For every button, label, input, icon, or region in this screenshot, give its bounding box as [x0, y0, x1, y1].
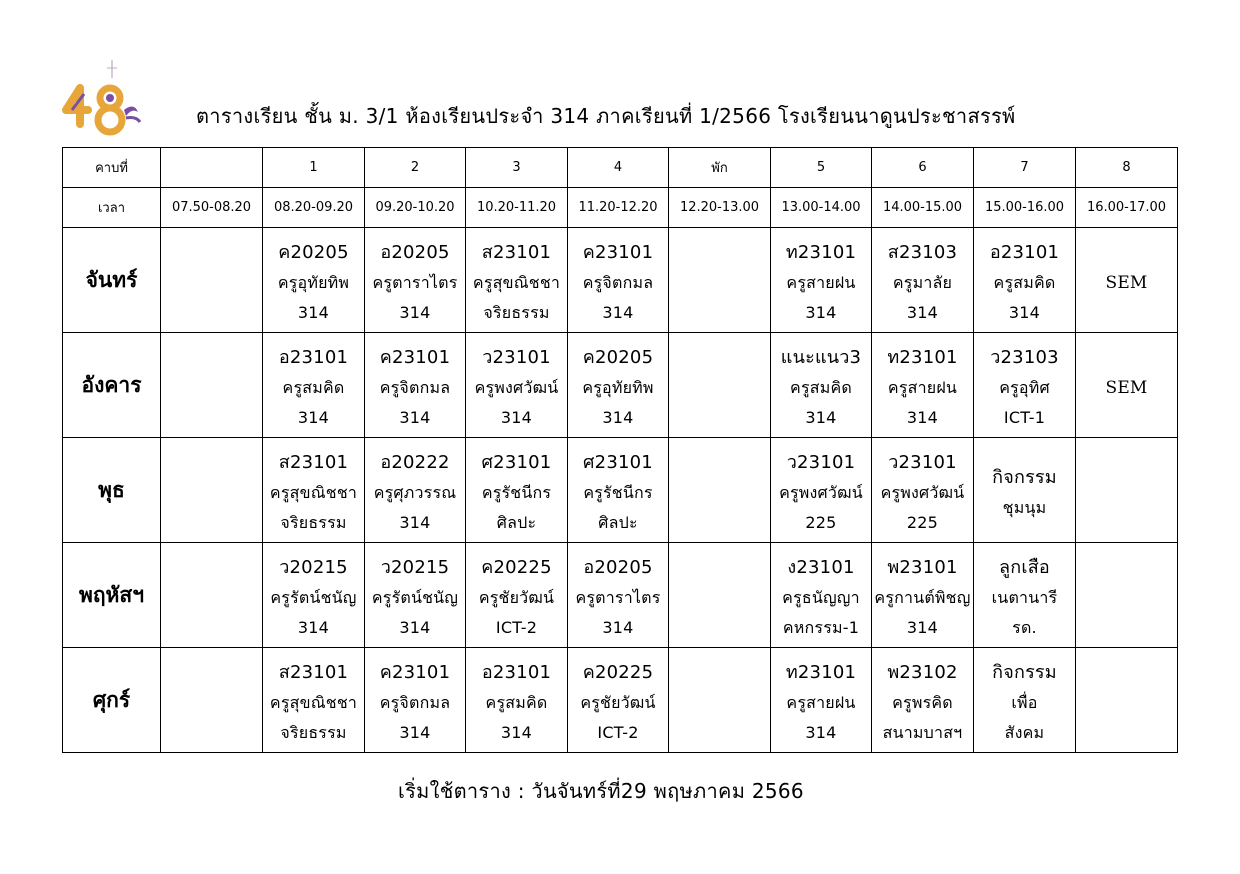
cell-line: ครูมาลัย [892, 273, 953, 292]
timetable-cell [872, 228, 974, 333]
timetable-cell [1076, 333, 1178, 438]
cell-line-primary: ค23101 [582, 242, 654, 263]
cell-line: 314 [906, 408, 939, 427]
day-name: พุธ [63, 438, 161, 543]
day-row [63, 228, 1178, 333]
cell-line-primary: อ20205 [583, 557, 653, 578]
cell-line: ครูรัตน์ชนัญ [270, 588, 357, 607]
time-slot: 13.00-14.00 [771, 188, 872, 228]
period-number: 8 [1076, 148, 1178, 188]
cell-line: ครูจิตกมล [379, 693, 451, 712]
timetable-cell [568, 228, 669, 333]
timetable-cell [974, 228, 1076, 333]
time-slot: 12.20-13.00 [669, 188, 771, 228]
cell-line: ครูจิตกมล [379, 378, 451, 397]
timetable-cell [568, 333, 669, 438]
cell-line: ครูอุทิศ [999, 378, 1050, 397]
timetable-cell [466, 648, 568, 753]
day-row [63, 333, 1178, 438]
cell-line: 314 [399, 303, 431, 322]
period-number: 7 [974, 148, 1076, 188]
timetable-cell [872, 333, 974, 438]
cell-line: ครูรัชนีกร [481, 483, 552, 502]
cell-line: ICT-1 [1003, 408, 1046, 427]
time-header-row [63, 188, 1178, 228]
time-slot: 16.00-17.00 [1076, 188, 1178, 228]
cell-line-primary: ว20215 [380, 557, 450, 578]
cell-line: ครูสุขณิชชา [472, 273, 561, 292]
period-number: 6 [872, 148, 974, 188]
cell-line-primary: กิจกรรม [992, 662, 1057, 683]
cell-line-primary: ค20205 [582, 347, 654, 368]
cell-line-primary: ว23101 [888, 452, 957, 473]
time-slot: 15.00-16.00 [974, 188, 1076, 228]
cell-line: ครูสุขณิชชา [269, 693, 358, 712]
timetable-cell [771, 228, 872, 333]
cell-line-primary: ท23101 [785, 242, 857, 263]
timetable-cell [974, 438, 1076, 543]
timetable-cell [161, 438, 263, 543]
timetable-cell [771, 543, 872, 648]
timetable-cell [771, 648, 872, 753]
day-name: พฤหัสฯ [63, 543, 161, 648]
cell-line: ครูสุขณิชชา [269, 483, 358, 502]
start-date-note: เริ่มใช้ตาราง : วันจันทร์ที่29 พฤษภาคม 2566 [398, 779, 804, 803]
timetable-cell [872, 648, 974, 753]
cell-line-primary: ค23101 [379, 662, 451, 683]
timetable-cell [161, 648, 263, 753]
cell-line: สังคม [1004, 723, 1045, 742]
cell-line: ครูรัชนีกร [583, 483, 653, 502]
cell-line: ครูชัยวัฒน์ [580, 693, 656, 712]
period-label: คาบที่ [63, 148, 161, 188]
cell-line-primary: ว23103 [990, 347, 1059, 368]
cell-line: 225 [805, 513, 837, 532]
period-number: 2 [365, 148, 466, 188]
cell-line: ครูอุทัยทิพ [582, 378, 654, 397]
time-slot: 08.20-09.20 [263, 188, 365, 228]
cell-line: 314 [602, 303, 634, 322]
cell-line-primary: ค20205 [278, 242, 349, 263]
cell-line-primary: อ23101 [278, 347, 349, 368]
timetable-cell [365, 438, 466, 543]
cell-line-primary: ว23101 [786, 452, 856, 473]
cell-line-primary: ศ23101 [583, 452, 653, 473]
cell-line-primary: ค20225 [481, 557, 552, 578]
cell-line: จริยธรรม [280, 723, 347, 742]
time-slot: 14.00-15.00 [872, 188, 974, 228]
cell-line: 314 [500, 408, 533, 427]
period-number: 1 [263, 148, 365, 188]
cell-line: 314 [906, 618, 939, 637]
cell-line: ครูพงศวัฒน์ [779, 483, 863, 502]
period-number: 5 [771, 148, 872, 188]
timetable-cell [568, 648, 669, 753]
timetable-cell [466, 333, 568, 438]
timetable-cell [669, 648, 771, 753]
cell-line: คหกรรม-1 [782, 618, 860, 637]
timetable-cell [161, 543, 263, 648]
period-number: 3 [466, 148, 568, 188]
cell-line-primary: ท23101 [785, 662, 857, 683]
period-header-row [63, 148, 1178, 188]
timetable-cell [365, 543, 466, 648]
cell-line-primary: พ23102 [887, 662, 958, 683]
cell-line: ครูสมคิด [282, 378, 345, 397]
cell-line-primary: อ20205 [380, 242, 450, 263]
cell-line-primary: ว20215 [279, 557, 348, 578]
day-name: อังคาร [63, 333, 161, 438]
cell-line: ครูสายฝน [786, 273, 856, 292]
timetable-cell [263, 228, 365, 333]
cell-line: สนามบาสฯ [882, 723, 963, 742]
timetable-cell [466, 228, 568, 333]
period-number: พัก [669, 148, 771, 188]
timetable-cell [669, 438, 771, 543]
anniversary-48th-icon [62, 58, 146, 136]
cell-line: เนตานารี [991, 588, 1058, 607]
time-slot: 10.20-11.20 [466, 188, 568, 228]
cell-line: 314 [297, 303, 330, 322]
cell-line-primary: แนะแนว3 [780, 347, 862, 368]
timetable-cell [263, 438, 365, 543]
cell-line: 314 [297, 408, 330, 427]
time-slot: 11.20-12.20 [568, 188, 669, 228]
timetable-cell [669, 333, 771, 438]
cell-line: ครูสมคิด [485, 693, 548, 712]
timetable-cell [161, 228, 263, 333]
cell-line-primary: SEM [1105, 378, 1148, 398]
cell-line-primary: อ20222 [380, 452, 450, 473]
cell-line: ICT-2 [597, 723, 639, 742]
timetable-cell [974, 648, 1076, 753]
timetable-cell [466, 438, 568, 543]
timetable-cell [263, 333, 365, 438]
timetable-cell [466, 543, 568, 648]
cell-line: 314 [602, 618, 634, 637]
cell-line-primary: ส23101 [481, 242, 552, 263]
cell-line: จริยธรรม [280, 513, 347, 532]
cell-line: ครูตาราไตร [372, 273, 458, 292]
timetable-cell [1076, 228, 1178, 333]
timetable-cell [974, 333, 1076, 438]
cell-line: 314 [906, 303, 939, 322]
cell-line-primary: SEM [1105, 273, 1148, 293]
cell-line-primary: ศ23101 [481, 452, 552, 473]
cell-line-primary: ท23101 [887, 347, 958, 368]
cell-line-primary: พ23101 [887, 557, 958, 578]
cell-line: 314 [399, 408, 431, 427]
cell-line: ICT-2 [495, 618, 538, 637]
timetable-cell [568, 543, 669, 648]
cell-line: 314 [602, 408, 634, 427]
timetable-cell [669, 228, 771, 333]
cell-line-primary: ส23103 [887, 242, 958, 263]
cell-line: ครูรัตน์ชนัญ [371, 588, 459, 607]
timetable-cell [365, 333, 466, 438]
timetable-cell [568, 438, 669, 543]
cell-line: รด. [1012, 618, 1037, 637]
cell-line: 225 [906, 513, 939, 532]
class-timetable [62, 147, 1178, 753]
cell-line: เพื่อ [1011, 693, 1038, 712]
day-name: จันทร์ [63, 228, 161, 333]
cell-line: ครูพงศวัฒน์ [474, 378, 559, 397]
cell-line: 314 [805, 408, 837, 427]
cell-line: ครูสมคิด [993, 273, 1056, 292]
cell-line-primary: ค23101 [379, 347, 451, 368]
cell-line: 314 [500, 723, 533, 742]
cell-line-primary: ส23101 [278, 452, 349, 473]
cell-line: ครูสายฝน [887, 378, 958, 397]
cell-line: ครูสมคิด [790, 378, 852, 397]
day-name: ศุกร์ [63, 648, 161, 753]
cell-line: 314 [399, 723, 431, 742]
cell-line: ชุมนุม [1002, 498, 1047, 517]
cell-line-primary: ลูกเสือ [999, 557, 1050, 578]
cell-line: ครูธนัญญา [782, 588, 860, 607]
timetable-cell [974, 543, 1076, 648]
cell-line: ครูชัยวัฒน์ [478, 588, 555, 607]
cell-line: ครูอุทัยทิพ [277, 273, 350, 292]
cell-line: ครูพงศวัฒน์ [880, 483, 965, 502]
timetable-cell [872, 543, 974, 648]
timetable-cell [872, 438, 974, 543]
timetable-cell [1076, 648, 1178, 753]
timetable-cell [161, 333, 263, 438]
cell-line: ครูตาราไตร [575, 588, 661, 607]
cell-line-primary: อ23101 [989, 242, 1060, 263]
cell-line: 314 [1008, 303, 1041, 322]
cell-line: ครูจิตกมล [582, 273, 654, 292]
page-title: ตารางเรียน ชั้น ม. 3/1 ห้องเรียนประจำ 314 ภาคเรียนที่ 1/2566 โรงเรียนนาดูนประชาสรรพ์ [196, 104, 1016, 128]
period-number [161, 148, 263, 188]
timetable-cell [771, 438, 872, 543]
cell-line-primary: ว23101 [482, 347, 551, 368]
time-slot: 09.20-10.20 [365, 188, 466, 228]
timetable-cell [365, 228, 466, 333]
cell-line: ครูสายฝน [786, 693, 856, 712]
cell-line: 314 [399, 513, 431, 532]
timetable-cell [771, 333, 872, 438]
cell-line-primary: กิจกรรม [992, 467, 1057, 488]
time-slot: 07.50-08.20 [161, 188, 263, 228]
timetable-cell [669, 543, 771, 648]
timetable-cell [263, 543, 365, 648]
day-row [63, 648, 1178, 753]
cell-line-primary: ส23101 [278, 662, 349, 683]
cell-line: ศิลปะ [496, 513, 537, 532]
time-label: เวลา [63, 188, 161, 228]
cell-line: ครูศุภวรรณ [373, 483, 457, 502]
cell-line: 314 [805, 723, 837, 742]
day-row [63, 543, 1178, 648]
day-row [63, 438, 1178, 543]
cell-line: 314 [399, 618, 431, 637]
school-logo [62, 58, 146, 136]
cell-line: จริยธรรม [483, 303, 550, 322]
cell-line: 314 [805, 303, 837, 322]
cell-line-primary: ง23101 [787, 557, 855, 578]
timetable-cell [1076, 543, 1178, 648]
cell-line-primary: อ23101 [481, 662, 552, 683]
cell-line: 314 [297, 618, 330, 637]
cell-line-primary: ค20225 [582, 662, 654, 683]
timetable-cell [263, 648, 365, 753]
cell-line: ครูกานต์พิชญ [874, 588, 971, 607]
timetable-cell [365, 648, 466, 753]
timetable-cell [1076, 438, 1178, 543]
cell-line: ครูพรคิด [892, 693, 953, 712]
period-number: 4 [568, 148, 669, 188]
cell-line: ศิลปะ [598, 513, 638, 532]
